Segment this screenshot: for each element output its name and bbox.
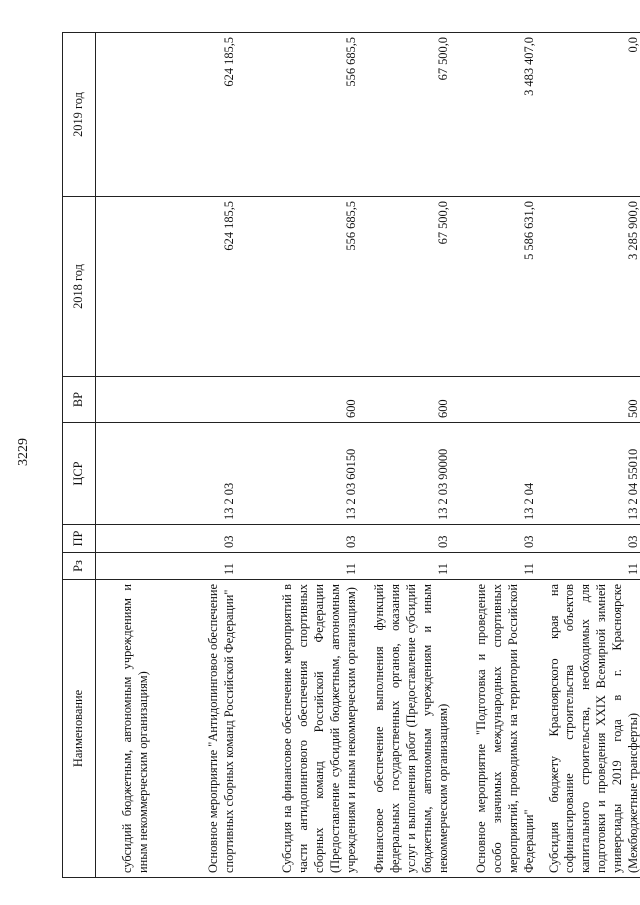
header-vr: ВР: [63, 377, 96, 423]
header-name: Наименование: [63, 580, 96, 878]
cell-csr: 13 2 04 55010: [544, 423, 640, 525]
table-row: [158, 33, 244, 878]
cell-name: Основное мероприятие "Подготовка и проведение особо значимых международных спортивных мероприятий, проводимых на территории Российской Федерации": [458, 580, 544, 878]
cell-csr: 13 2 03 90000: [366, 423, 458, 525]
cell-pr: 03: [458, 525, 544, 553]
cell-vr: 600: [366, 377, 458, 423]
cell-2019: 624 185,5: [158, 33, 244, 197]
table-body: [96, 33, 640, 878]
header-csr: ЦСР: [63, 423, 96, 525]
cell-pr: 03: [158, 525, 244, 553]
cell-name: субсидий бюджетным, автономным учреждениям и иным некоммерческим организациям): [96, 580, 158, 878]
cell-vr: [158, 377, 244, 423]
cell-2018: 3 285 900,0: [544, 197, 640, 377]
cell-name: Основное мероприятие "Антидопинговое обеспечение спортивных сборных команд Российской Федерации": [158, 580, 244, 878]
cell-vr: [458, 377, 544, 423]
cell-vr: 500: [544, 377, 640, 423]
cell-csr: 13 2 04: [458, 423, 544, 525]
cell-pr: 03: [244, 525, 366, 553]
cell-csr: 13 2 03: [158, 423, 244, 525]
header-2018: 2018 год: [63, 197, 96, 377]
table-row: [458, 33, 544, 878]
header-2019: 2019 год: [63, 33, 96, 197]
cell-csr: [96, 423, 158, 525]
table-row: [366, 33, 458, 878]
cell-rz: 11: [366, 553, 458, 580]
cell-rz: 11: [458, 553, 544, 580]
cell-2018: 67 500,0: [366, 197, 458, 377]
cell-csr: 13 2 03 60150: [244, 423, 366, 525]
cell-rz: 11: [158, 553, 244, 580]
page-number: 3229: [16, 438, 31, 466]
cell-2018: 556 685,5: [244, 197, 366, 377]
cell-2019: [96, 33, 158, 197]
cell-pr: 03: [366, 525, 458, 553]
cell-2019: 0,0: [544, 33, 640, 197]
rotated-table-sheet: [62, 33, 640, 878]
cell-vr: [96, 377, 158, 423]
header-rz: Рз: [63, 553, 96, 580]
cell-rz: [96, 553, 158, 580]
header-pr: ПР: [63, 525, 96, 553]
budget-table: [62, 32, 640, 878]
cell-2018: 5 586 631,0: [458, 197, 544, 377]
cell-2019: 556 685,5: [244, 33, 366, 197]
cell-2019: 3 483 407,0: [458, 33, 544, 197]
cell-vr: 600: [244, 377, 366, 423]
cell-name: Финансовое обеспечение выполнения функций федеральных государственных органов, оказания услуг и выполнения работ (Предоставление субсидий бюджетным, автономным учреждениям и иным некоммерческим организациям): [366, 580, 458, 878]
table-row: [96, 33, 158, 878]
cell-2018: [96, 197, 158, 377]
cell-pr: 03: [544, 525, 640, 553]
table-row: [544, 33, 640, 878]
table-header: [63, 33, 96, 878]
cell-2019: 67 500,0: [366, 33, 458, 197]
table-row: [244, 33, 366, 878]
cell-2018: 624 185,5: [158, 197, 244, 377]
cell-name: Субсидия бюджету Красноярского края на софинансирование строительства объектов капитального строительства, необходимых для подготовки и проведения XXIX Всемирной зимней универсиады 2019 года в г. Красноярске (Межбюджетные трансферты): [544, 580, 640, 878]
cell-pr: [96, 525, 158, 553]
cell-rz: 11: [544, 553, 640, 580]
cell-name: Субсидия на финансовое обеспечение мероприятий в части антидопингового обеспечения спортивных сборных команд Российской Федерации (Предоставление субсидий бюджетным, автономным учреждениям и иным некоммерческим организациям): [244, 580, 366, 878]
cell-rz: 11: [244, 553, 366, 580]
